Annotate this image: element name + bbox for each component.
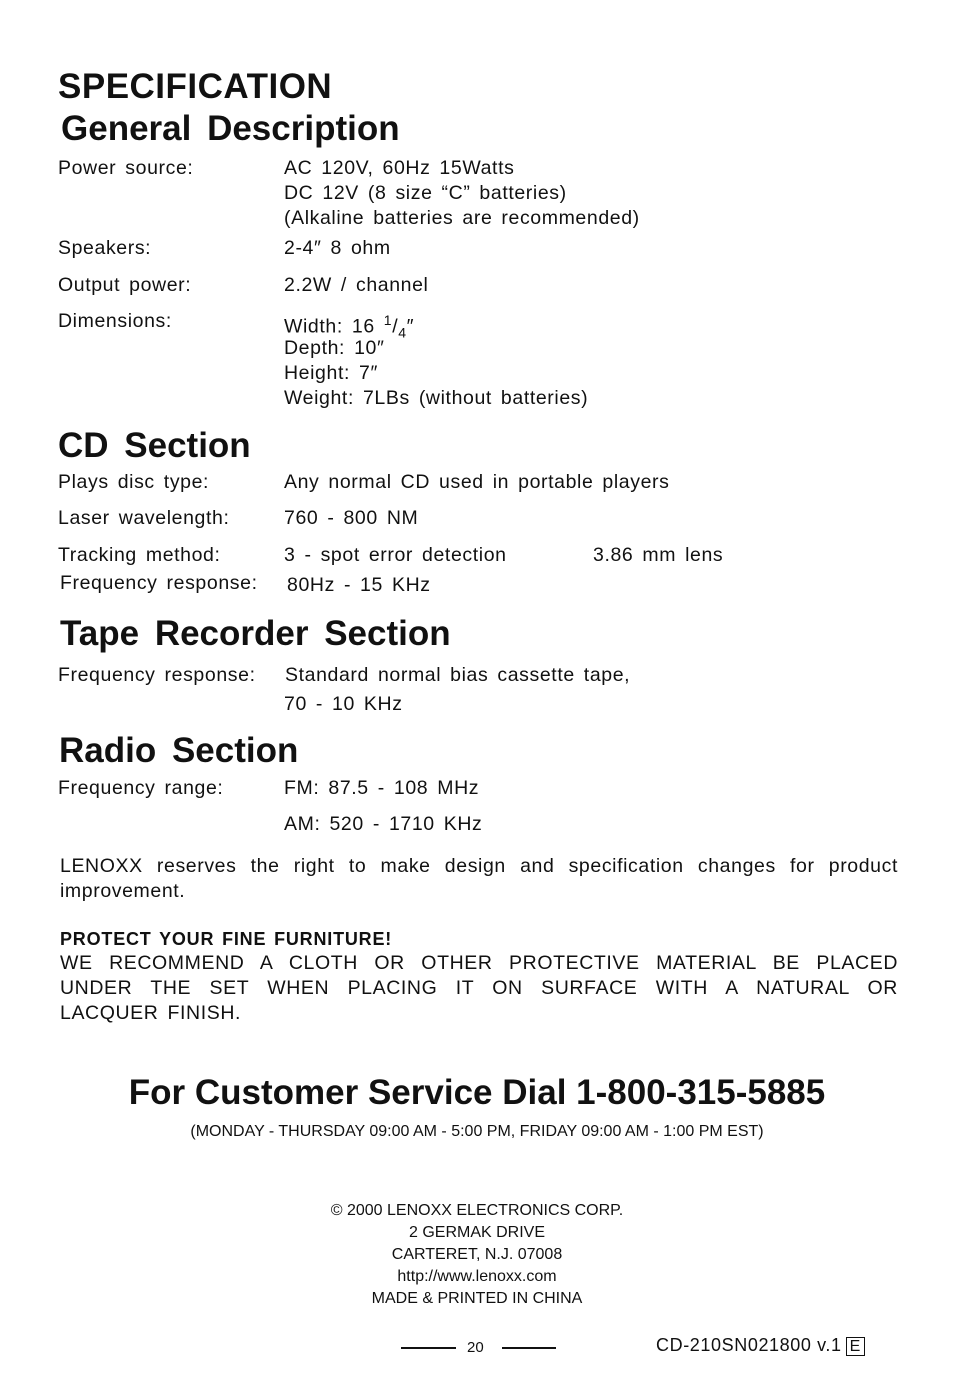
tracking-method-value: 3 - spot error detection bbox=[284, 544, 507, 566]
disc-type-label: Plays disc type: bbox=[58, 471, 210, 493]
company-address bbox=[0, 1200, 954, 1310]
tape-frequency-line-2: 70 - 10 KHz bbox=[284, 693, 403, 715]
dimensions-label: Dimensions: bbox=[58, 310, 172, 332]
page-number-rule-left bbox=[401, 1347, 456, 1349]
furniture-warning-text: WE RECOMMEND A CLOTH OR OTHER PROTECTIVE MATERIAL BE PLACED UNDER THE SET WHEN PLACING IT ON SURFACE WITH A NATURAL OR LACQUER FINISH. bbox=[60, 952, 898, 1024]
frequency-range-label: Frequency range: bbox=[58, 777, 224, 799]
made-in: MADE & PRINTED IN CHINA bbox=[371, 1290, 583, 1307]
width-prefix: Width: 16 bbox=[284, 315, 384, 338]
model-number bbox=[656, 1335, 865, 1356]
city-address: CARTERET, N.J. 07008 bbox=[391, 1246, 563, 1263]
laser-wavelength-label: Laser wavelength: bbox=[58, 507, 230, 529]
cd-frequency-value: 80Hz - 15 KHz bbox=[287, 574, 431, 596]
copyright: © 2000 LENOXX ELECTRONICS CORP. bbox=[330, 1202, 624, 1219]
output-power-value: 2.2W / channel bbox=[284, 274, 429, 296]
power-source-line-3: (Alkaline batteries are recommended) bbox=[284, 207, 640, 229]
power-source-line-1: AC 120V, 60Hz 15Watts bbox=[284, 157, 515, 179]
output-power-label: Output power: bbox=[58, 274, 192, 296]
model-code: CD-210SN021800 v.1 bbox=[656, 1335, 842, 1355]
design-change-notice: LENOXX reserves the right to make design and specification changes for product improvement. bbox=[60, 855, 898, 902]
dimension-weight: Weight: 7LBs (without batteries) bbox=[284, 387, 589, 409]
page-title: SPECIFICATION bbox=[58, 67, 333, 106]
width-fraction-numerator: 1 bbox=[383, 312, 393, 328]
general-heading: General Description bbox=[61, 109, 400, 148]
page-number: 20 bbox=[467, 1339, 484, 1356]
width-fraction-slash: / bbox=[392, 315, 399, 338]
am-range: AM: 520 - 1710 KHz bbox=[284, 813, 483, 835]
tracking-lens-value: 3.86 mm lens bbox=[593, 544, 724, 566]
cd-heading: CD Section bbox=[58, 426, 251, 465]
power-source-label: Power source: bbox=[58, 157, 194, 179]
power-source-line-2: DC 12V (8 size “C” batteries) bbox=[284, 182, 567, 204]
cd-frequency-label: Frequency response: bbox=[60, 572, 258, 594]
language-box: E bbox=[846, 1337, 865, 1356]
tape-heading: Tape Recorder Section bbox=[60, 614, 451, 653]
website-url: http://www.lenoxx.com bbox=[397, 1268, 557, 1285]
disc-type-value: Any normal CD used in portable players bbox=[284, 471, 670, 493]
width-suffix: ″ bbox=[406, 315, 415, 338]
customer-service-headline: For Customer Service Dial 1-800-315-5885 bbox=[128, 1073, 826, 1112]
street-address: 2 GERMAK DRIVE bbox=[408, 1224, 546, 1241]
tape-frequency-line-1: Standard normal bias cassette tape, bbox=[285, 664, 631, 686]
furniture-warning-title: PROTECT YOUR FINE FURNITURE! bbox=[60, 929, 393, 949]
width-fraction-denominator: 4 bbox=[398, 324, 407, 341]
dimension-height: Height: 7″ bbox=[284, 362, 378, 384]
tracking-method-label: Tracking method: bbox=[58, 544, 221, 566]
laser-wavelength-value: 760 - 800 NM bbox=[284, 507, 419, 529]
page-number-rule-right bbox=[502, 1347, 556, 1349]
dimension-depth: Depth: 10″ bbox=[284, 337, 385, 359]
speakers-value: 2-4″ 8 ohm bbox=[284, 237, 391, 259]
radio-heading: Radio Section bbox=[59, 731, 299, 770]
fm-range: FM: 87.5 - 108 MHz bbox=[284, 777, 480, 799]
speakers-label: Speakers: bbox=[58, 237, 152, 259]
tape-frequency-label: Frequency response: bbox=[58, 664, 256, 686]
service-hours: (MONDAY - THURSDAY 09:00 AM - 5:00 PM, FRIDAY 09:00 AM - 1:00 PM EST) bbox=[190, 1123, 764, 1140]
